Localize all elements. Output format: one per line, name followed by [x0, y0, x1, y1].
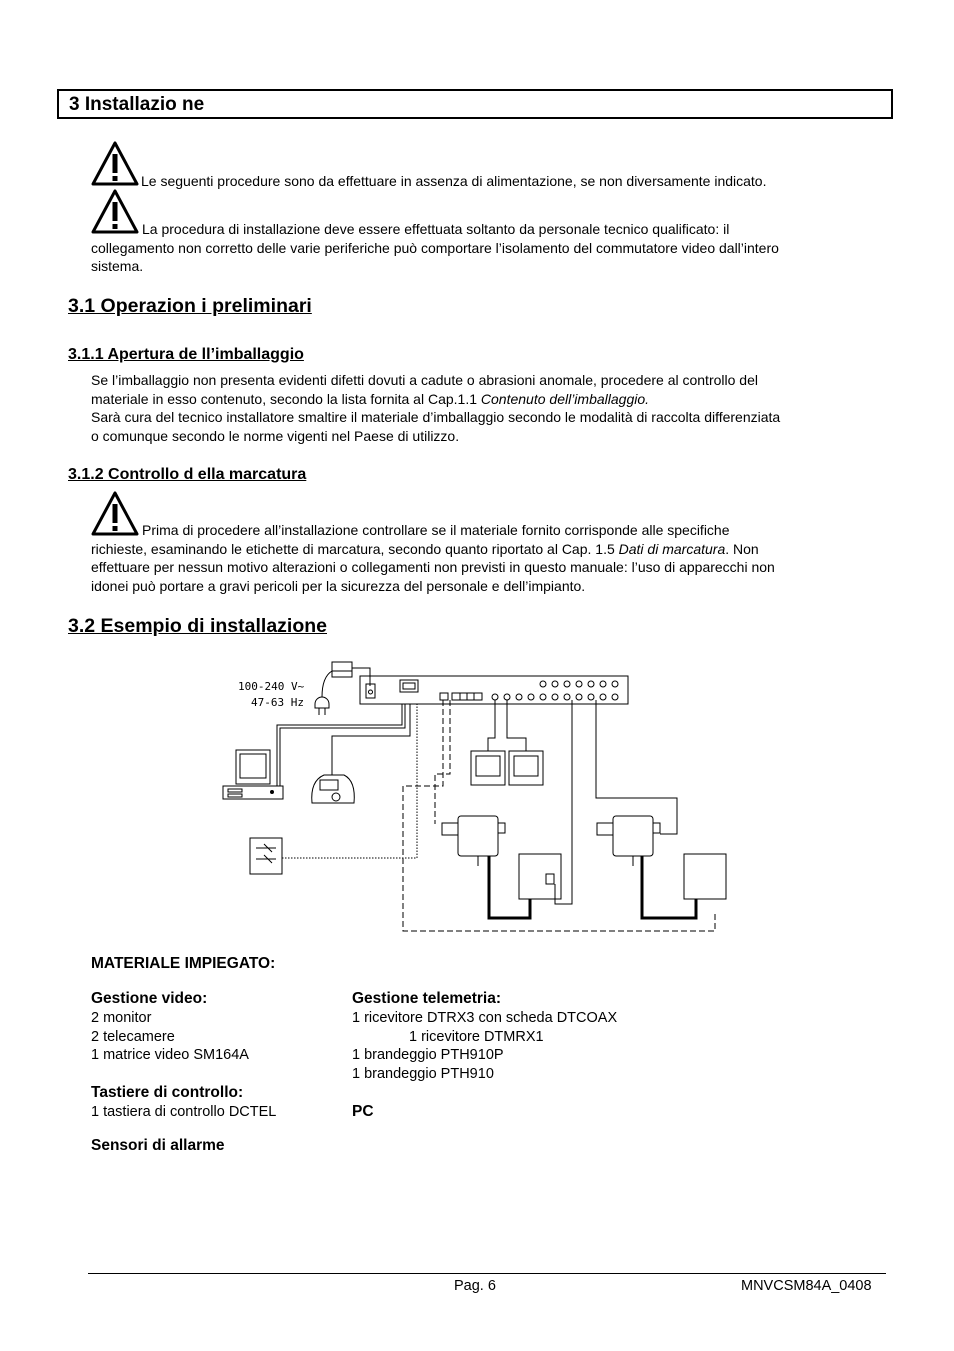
list-item: 1 tastiera di controllo DCTEL: [91, 1104, 277, 1120]
reference-title: Dati di marcatura: [618, 541, 726, 557]
camera-pan-tilt-icon: [597, 816, 660, 866]
warning-text-2-line2: collegamento non corretto delle varie periferiche può comportare l’isolamento del commutatore video dall’intero: [91, 240, 779, 256]
video-matrix-icon: [360, 676, 628, 704]
list-item: 1 brandeggio PTH910: [352, 1066, 494, 1082]
page-number: Pag. 6: [454, 1278, 496, 1294]
chapter-title-box: [57, 89, 893, 119]
pc-icon: [223, 750, 283, 799]
paragraph-text: . Non: [725, 541, 759, 557]
camera-pan-tilt-icon: [442, 816, 505, 866]
keyboard-title: Tastiere di controllo:: [91, 1084, 244, 1101]
paragraph-line: Prima di procedere all’installazione controllare se il materiale fornito corrisponde alle specifiche: [142, 522, 730, 538]
warning-text-2-line3: sistema.: [91, 258, 144, 274]
power-supply-icon: [332, 662, 352, 677]
paragraph-line: Se l’imballaggio non presenta evidenti difetti dovuti a cadute o abrasioni anomale, procedere al controllo del: [91, 372, 758, 388]
paragraph-line: effettuare per nessun motivo alterazioni o collegamenti non previsti in questo manuale: l’uso di apparecchi non: [91, 559, 775, 575]
warning-text-2-line1: La procedura di installazione deve essere effettuata soltanto da personale tecnico qualificato: il: [142, 221, 730, 237]
paragraph-text: materiale in esso contenuto, secondo la lista fornita al Cap.1.1: [91, 391, 481, 407]
section-title-3-2: 3.2 Esempio di installazione: [68, 615, 327, 637]
list-item: 1 matrice video SM164A: [91, 1047, 249, 1063]
paragraph-line: idonei può portare a gravi pericoli per la sicurezza del personale e dell’impianto.: [91, 578, 586, 594]
video-management-title: Gestione video:: [91, 990, 208, 1007]
installation-diagram: [220, 656, 740, 941]
warning-icon: [91, 141, 139, 186]
footer-divider: [88, 1273, 886, 1274]
monitor-icon: [471, 751, 543, 785]
list-item: 1 brandeggio PTH910P: [352, 1047, 504, 1063]
warning-text-1: Le seguenti procedure sono da effettuare in assenza di alimentazione, se non diversamente indicato.: [141, 173, 767, 189]
pc-title: PC: [352, 1103, 374, 1120]
telemetry-title: Gestione telemetria:: [352, 990, 502, 1007]
paragraph-line: [91, 390, 649, 409]
warning-icon: [91, 189, 139, 234]
list-item: 2 monitor: [91, 1010, 152, 1026]
sensors-title: Sensori di allarme: [91, 1137, 225, 1154]
power-frequency-label: 47-63 Hz: [251, 696, 304, 709]
power-plug-icon: [315, 671, 352, 715]
warning-icon: [91, 491, 139, 536]
list-item: 2 telecamere: [91, 1029, 175, 1045]
paragraph-line: o comunque secondo le norme vigenti nel Paese di utilizzo.: [91, 428, 460, 444]
telemetry-receiver-icon: [684, 854, 726, 899]
paragraph-text: richieste, esaminando le etichette di marcatura, secondo quanto riportato al Cap. 1.5: [91, 541, 619, 557]
alarm-sensor-icon: [250, 838, 282, 874]
paragraph-line: Sarà cura del tecnico installatore smaltire il materiale d’imballaggio secondo le modalità di raccolta differenziata: [91, 409, 781, 425]
paragraph-line: [91, 540, 759, 559]
control-keyboard-icon: [312, 775, 355, 803]
document-code: MNVCSM84A_0408: [741, 1278, 872, 1294]
subsection-title-3-1-1: 3.1.1 Apertura de ll’imballaggio: [68, 346, 304, 363]
section-title-3-1: 3.1 Operazion i preliminari: [68, 295, 312, 317]
power-voltage-label: 100-240 V~: [238, 680, 305, 693]
list-item: 1 ricevitore DTMRX1: [409, 1029, 544, 1045]
subsection-title-3-1-2: 3.1.2 Controllo d ella marcatura: [68, 466, 307, 483]
reference-title: Contenuto dell’imballaggio.: [480, 391, 650, 407]
chapter-title: 3 Installazio ne: [69, 94, 205, 115]
materials-title: MATERIALE IMPIEGATO:: [91, 955, 276, 972]
list-item: 1 ricevitore DTRX3 con scheda DTCOAX: [352, 1010, 618, 1026]
